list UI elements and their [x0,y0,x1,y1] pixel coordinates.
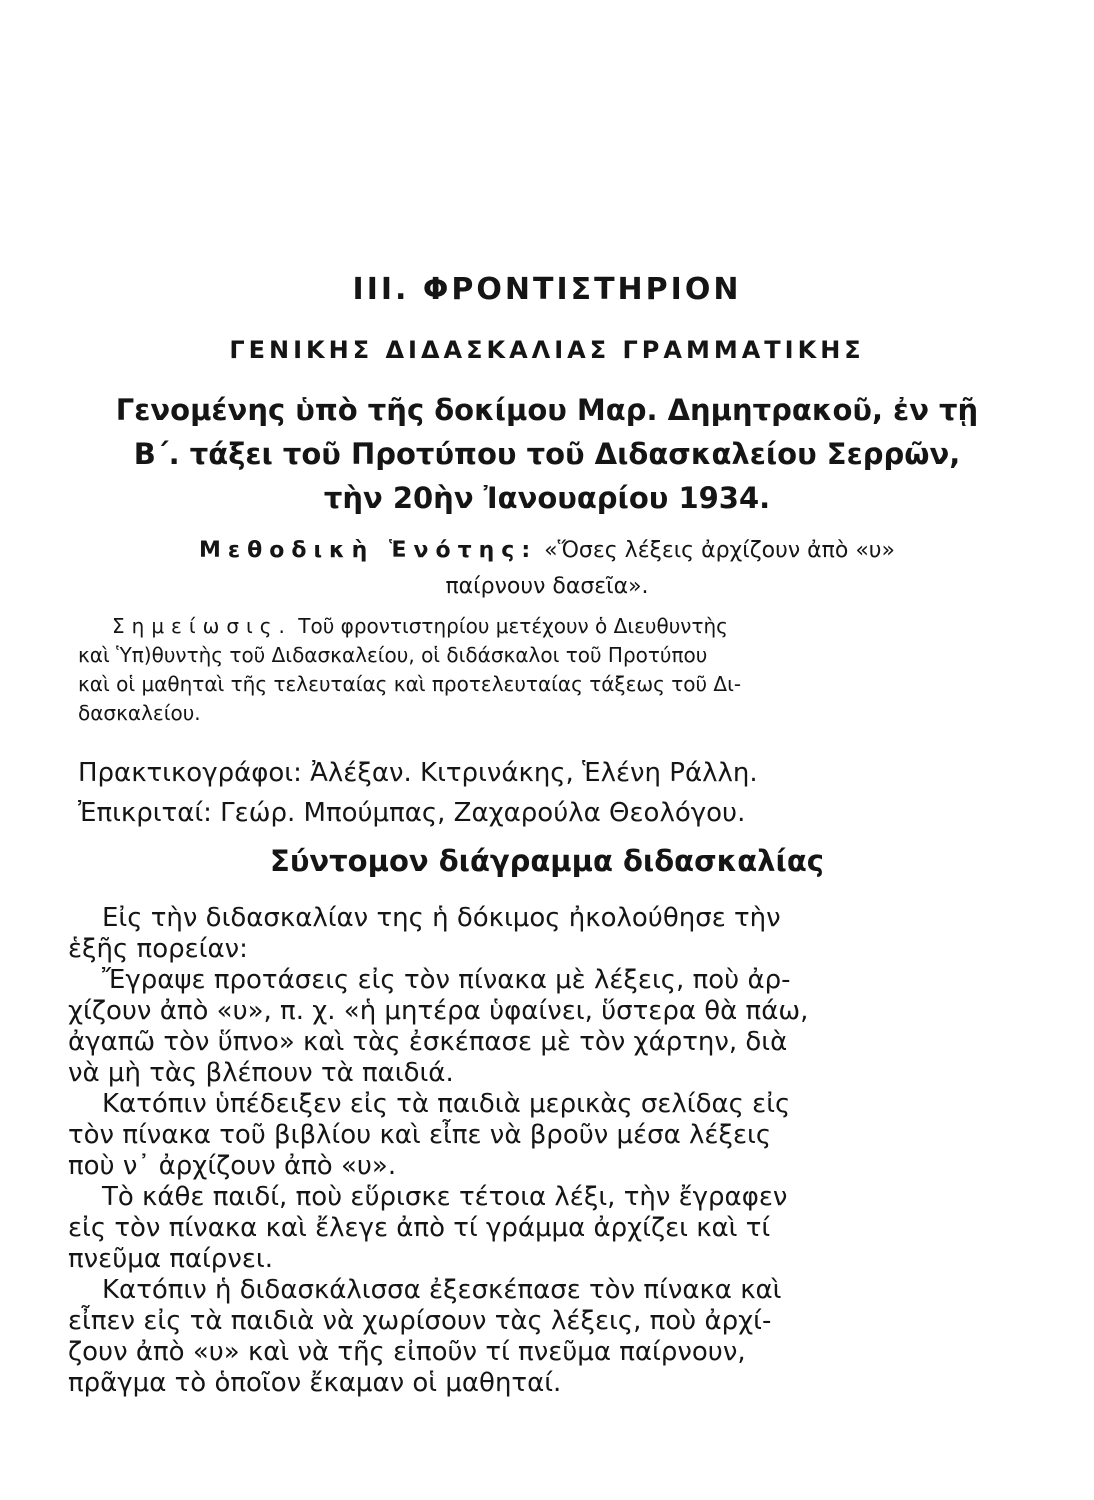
participants [78,753,758,833]
body-line: τὸν πίνακα τοῦ βιβλίου καὶ εἶπε νὰ βροῦν μέσα λέξεις [68,1120,772,1150]
body-line: Εἰς τὴν διδασκαλίαν της ἡ δόκιμος ἠκολούθησε τὴν [102,903,781,933]
session-header-line: τὴν 20ὴν Ἰανουαρίου 1934. [323,481,771,515]
note-line: καὶ Ὑπ)θυντὴς τοῦ Διδασκαλείου, οἱ διδάσκαλοι τοῦ Προτύπου [78,643,708,667]
body-line: Τὸ κάθε παιδί, ποὺ εὕρισκε τέτοια λέξι, τὴν ἔγραφεν [102,1182,788,1212]
critics-line: Ἐπικριταί: Γεώρ. Μπούμπας, Ζαχαρούλα Θεολόγου. [78,798,746,828]
note-line: δασκαλείου. [78,701,201,725]
scribes-line: Πρακτικογράφοι: Ἀλέξαν. Κιτρινάκης, Ἑλένη Ράλλη. [78,758,758,788]
page-title: III. ΦΡΟΝΤΙΣΤΗΡΙΟΝ [352,272,742,307]
page-subtitle: ΓΕΝΙΚΗΣ ΔΙΔΑΣΚΑΛΙΑΣ ΓΡΑΜΜΑΤΙΚΗΣ [229,336,865,364]
teaching-unit-line [60,533,1034,569]
body-line: χίζουν ἀπὸ «υ», π. χ. «ἡ μητέρα ὑφαίνει, ὕστερα θὰ πάω, [68,996,809,1026]
body-line: ποὺ ν᾽ ἀρχίζουν ἀπὸ «υ». [68,1151,397,1181]
session-header-line: Β΄. τάξει τοῦ Προτύπου τοῦ Διδασκαλείου Σερρῶν, [133,437,961,471]
body-line: Κατόπιν ἡ διδασκάλισσα ἐξεσκέπασε τὸν πίνακα καὶ [102,1275,782,1305]
body-line: ἀγαπῶ τὸν ὕπνο» καὶ τὰς ἐσκέπασε μὲ τὸν χάρτην, διὰ [68,1027,788,1057]
session-header-line: Γενομένης ὑπὸ τῆς δοκίμου Μαρ. Δημητρακοῦ, ἐν τῇ [115,393,979,427]
session-header [60,388,1034,520]
teaching-unit-label: Μεθοδικὴ Ἑνότης: [199,538,538,563]
body-line: Κατόπιν ὑπέδειξεν εἰς τὰ παιδιὰ μερικὰς σελίδας εἰς [102,1089,791,1119]
body-line: Ἔγραψε προτάσεις εἰς τὸν πίνακα μὲ λέξεις, ποὺ ἀρ- [102,965,791,995]
body-line: εἶπεν εἰς τὰ παιδιὰ νὰ χωρίσουν τὰς λέξεις, ποὺ ἀρχί- [68,1306,772,1336]
body-line: ἑξῆς πορείαν: [68,934,248,964]
body-line: πνεῦμα παίρνει. [68,1244,273,1274]
teaching-unit-topic-continued: παίρνουν δασεῖα». [445,574,649,599]
body-line: πρᾶγμα τὸ ὁποῖον ἔκαμαν οἱ μαθηταί. [68,1368,562,1398]
note-line [78,612,741,641]
section-heading: Σύντομον διάγραμμα διδασκαλίας [270,844,824,878]
body-text [68,903,808,1399]
note-line: καὶ οἱ μαθηταὶ τῆς τελευταίας καὶ προτελευταίας τάξεως τοῦ Δι- [78,672,742,696]
teaching-unit [60,533,1034,605]
note-paragraph [78,612,741,728]
body-line: νὰ μὴ τὰς βλέπουν τὰ παιδιά. [68,1058,454,1088]
body-line: ζουν ἀπὸ «υ» καὶ νὰ τῆς εἰποῦν τί πνεῦμα παίρνουν, [68,1337,746,1367]
teaching-unit-topic: «Ὅσες λέξεις ἀρχίζουν ἀπὸ «υ» [544,538,895,563]
body-line: εἰς τὸν πίνακα καὶ ἔλεγε ἀπὸ τί γράμμα ἀρχίζει καὶ τί [68,1213,771,1243]
note-text: Τοῦ φροντιστηρίου μετέχουν ὁ Διευθυντὴς [298,614,728,638]
note-label: Σημείωσις. [112,614,292,638]
